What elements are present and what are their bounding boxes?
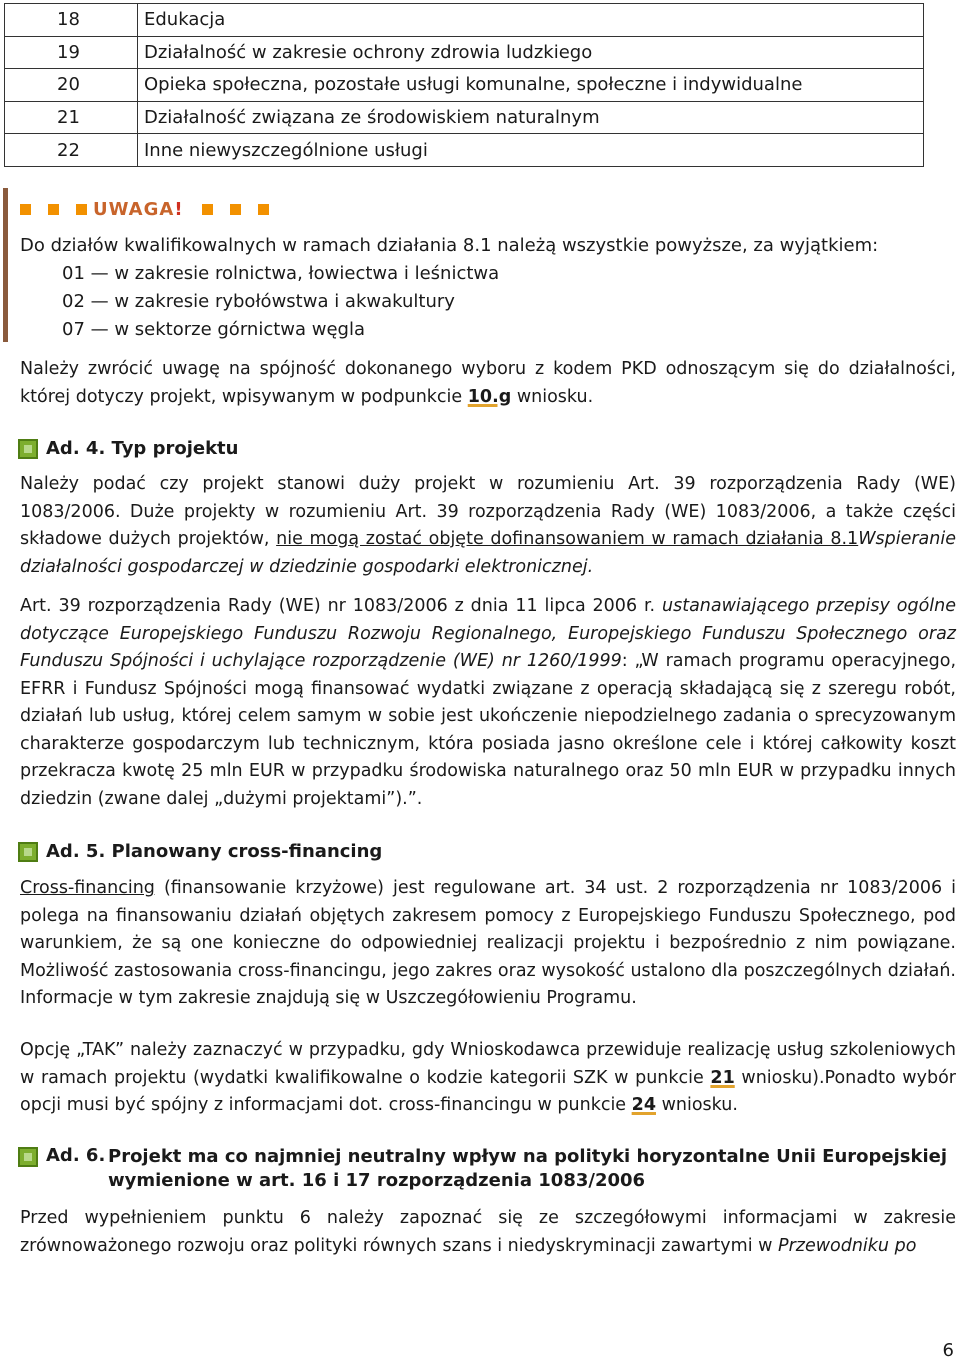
green-square-icon — [18, 1147, 38, 1167]
ad4-title: Ad. 4. Typ projektu — [46, 438, 239, 459]
uwaga-side-bar — [3, 188, 8, 342]
orange-square-icon — [202, 204, 213, 215]
row-text: Edukacja — [138, 4, 924, 37]
row-number: 20 — [5, 69, 138, 102]
uwaga-heading — [20, 199, 286, 220]
pkd-note — [20, 356, 956, 411]
ad5-p1-text: (finansowanie krzyżowe) jest regulowane art. 34 ust. 2 rozporządzenia nr 1083/2006 i polega na finansowaniu działań objętych zakresem pomocy z Europejskiego Funduszu Społecznego, pod warunkiem, że są one konieczne do odpowiedniej realizacji projektu i bezpośrednio z nim powiązane. Możliwość zastosowania cross-financingu, jego zakres oraz wysokość ustalono dla poszczególnych działań. Informacje w tym zakresie znajdują się w Uszczegółowieniu Programu. — [20, 878, 956, 1008]
ad6-p1-italic: Przewodniku po — [778, 1235, 917, 1256]
orange-square-icon — [48, 204, 59, 215]
uwaga-text: Do działów kwalifikowalnych w ramach działania 8.1 należą wszystkie powyższe, za wyjątkiem: — [20, 235, 879, 256]
green-square-icon — [18, 842, 38, 862]
uwaga-label: UWAGA — [93, 199, 175, 220]
row-number: 21 — [5, 101, 138, 134]
ad5-p2-text-b: wniosku).Ponadto wybór opcji musi być spójny z informacjami dot. cross-financingu w punkcie — [20, 1067, 956, 1115]
page-number: 6 — [942, 1340, 954, 1361]
ad5-title: Ad. 5. Planowany cross-financing — [46, 841, 383, 862]
ad5-ref-21: 21 — [710, 1067, 735, 1088]
ad5-p1-underline: Cross-financing — [20, 878, 155, 898]
row-number: 19 — [5, 36, 138, 69]
ad6-title — [108, 1145, 947, 1193]
uwaga-mark: ! — [174, 199, 184, 220]
ad4-paragraph-1 — [20, 471, 956, 581]
table-row — [5, 4, 924, 37]
pkd-note-text: Należy zwrócić uwagę na spójność dokonanego wyboru z kodem PKD odnoszącym się do działalności, której dotyczy projekt, wpisywanym w podpunkcie — [20, 359, 956, 407]
ad4-p1-underline: nie mogą zostać objęte dofinansowaniem w ramach działania 8.1 — [276, 529, 859, 549]
ad4-p2-quote: : „W ramach programu operacyjnego, EFRR i Fundusz Spójności mogą finansować wydatki związane z operacją składającą się z szeregu robót, działań lub usług, której celem samym w sobie jest ukończenie niepodzielnego zadania o sprecyzowanym charakterze gospodarczym lub technicznym, która posiada jasno określone cele i której całkowity koszt przekracza kwotę 25 mln EUR w przypadku środowiska naturalnego oraz 50 mln EUR w przypadku innych dziedzin (zwane dalej „dużymi projektami”).”. — [20, 651, 957, 809]
ad5-heading — [18, 841, 382, 862]
orange-square-icon — [76, 204, 87, 215]
table-row — [5, 36, 924, 69]
ad6-p1-text: Przed wypełnieniem punktu 6 należy zapoznać się ze szczegółowymi informacjami w zakresie zrównoważonego rozwoju oraz polityki równych szans i niedyskryminacji zawartymi w — [20, 1208, 956, 1256]
ad5-p2-text: Opcję „TAK” należy zaznaczyć w przypadku, gdy Wnioskodawca przewiduje realizację usług szkoleniowych w ramach projektu (wydatki kwalifikowalne o kodzie kategorii SZK w punkcie — [20, 1040, 956, 1088]
green-square-icon — [18, 439, 38, 459]
row-number: 22 — [5, 134, 138, 167]
table-row — [5, 69, 924, 102]
exclusion-item: 02 — w zakresie rybołówstwa i akwakultury — [62, 291, 455, 312]
ad5-p2-end: wniosku. — [656, 1095, 738, 1115]
sector-table — [4, 3, 924, 167]
exclusion-item: 01 — w zakresie rolnictwa, łowiectwa i leśnictwa — [62, 263, 500, 284]
table-row — [5, 134, 924, 167]
ad6-paragraph-1 — [20, 1205, 956, 1260]
ad6-title-line2: wymienione w art. 16 i 17 rozporządzenia 1083/2006 — [108, 1170, 646, 1191]
ad6-label: Ad. 6. — [46, 1145, 106, 1166]
ad4-heading — [18, 438, 238, 459]
row-text: Działalność związana ze środowiskiem naturalnym — [138, 101, 924, 134]
ad5-paragraph-2 — [20, 1037, 956, 1120]
pkd-note-end: wniosku. — [511, 386, 594, 407]
ad6-title-line1: Projekt ma co najmniej neutralny wpływ na polityki horyzontalne Unii Europejskiej — [108, 1146, 948, 1167]
orange-square-icon — [258, 204, 269, 215]
ad4-p1-italic: Wspieranie działalności gospodarczej w dziedzinie gospodarki elektronicznej. — [20, 529, 956, 577]
ad5-paragraph-1 — [20, 875, 956, 1013]
exclusion-item: 07 — w sektorze górnictwa węgla — [62, 319, 365, 340]
ad4-paragraph-2 — [20, 593, 956, 813]
row-text: Opieka społeczna, pozostałe usługi komunalne, społeczne i indywidualne — [138, 69, 924, 102]
ad4-p2-text: Art. 39 rozporządzenia Rady (WE) nr 1083/2006 z dnia 11 lipca 2006 r. — [20, 596, 662, 616]
orange-square-icon — [20, 204, 31, 215]
row-text: Działalność w zakresie ochrony zdrowia ludzkiego — [138, 36, 924, 69]
row-text: Inne niewyszczególnione usługi — [138, 134, 924, 167]
table-row — [5, 101, 924, 134]
ad5-ref-24: 24 — [631, 1095, 656, 1115]
ad6-heading — [18, 1145, 947, 1193]
pkd-ref: 10.g — [467, 386, 512, 407]
row-number: 18 — [5, 4, 138, 37]
orange-square-icon — [230, 204, 241, 215]
ad4-p1-text: Należy podać czy projekt stanowi duży projekt w rozumieniu Art. 39 rozporządzenia Rady (WE) 1083/2006. Duże projekty w rozumieniu Art. 39 rozporządzenia Rady (WE) 1083/2006, a także części składowe dużych projektów, — [20, 474, 956, 549]
ad4-p2-italic: ustanawiającego przepisy ogólne dotyczące Europejskiego Funduszu Rozwoju Regionalnego, Europejskiego Funduszu Społecznego oraz Funduszu Spójności i uchylające rozporządzenie (WE) nr 1260/1999 — [20, 596, 956, 671]
